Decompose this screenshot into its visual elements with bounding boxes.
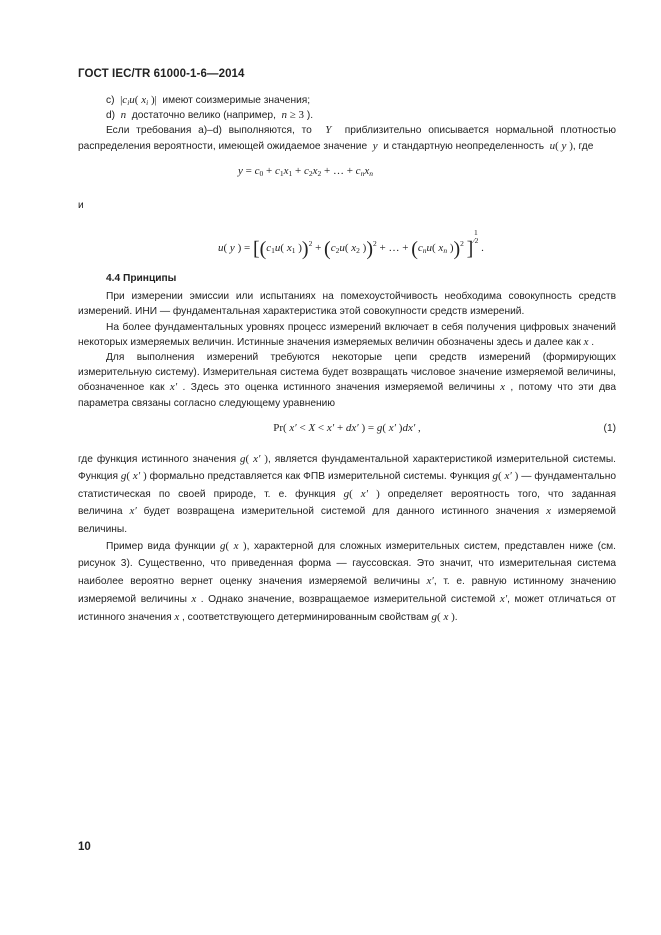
paragraph-fundamental-levels: На более фундаментальных уровнях процесс измерений включает в себя получения цифровых значений некоторых измеряемых величин. Истинные значения измеряемых величин обозначены здесь и далее как x . — [78, 321, 616, 348]
paragraph-measurement-system: Для выполнения измерений требуются некоторые цепи средств измерений (формирующих измерительную систему). Измерительная система будет возвращать числовое значение измеряемой величины, обозначенное как x′ . Здесь это оценка истинного значения измеряемой величины x , потому что эти два параметра связаны согласно следующему уравнению — [78, 352, 616, 409]
paragraph-measurement-set: При измерении эмиссии или испытаниях на помехоустойчивость необходима совокупность средств измерений. ИНИ — фундаментальная характеристика этой совокупности средств измерений. — [78, 291, 616, 318]
list-item-c: c) $|c_iu$( $x_i$ )| имеют соизмеримые значения; — [106, 94, 311, 107]
page-number: 10 — [78, 841, 91, 853]
conjunction-and: и — [78, 199, 84, 211]
paragraph-normal-distribution: Если требования a)–d) выполняются, то Y приблизительно описывается нормальной плотностью распределения вероятности, имеющей ожидаемое значение y и стандартную неопределенность u( y ), где — [78, 124, 616, 152]
paragraph-true-value-function: где функция истинного значения g( x′ ), является фундаментальной характеристикой измерительной системы. Функция g( x′ ) формально представляется как ФПВ измерительной системы. Функция g( x′ ) — фундаментально статистическая по своей природе, т. е. функция g( x′ ) определяет вероятность того, что заданная величина x′ будет возвращена измерительной системой для данного истинного значения x измеряемой величины. — [78, 452, 617, 535]
equation-u-y: u( y ) = [($c_1u$( $x_1$ ))$^2 + (c_2u$( $x_2$ ))$^2$ + … + ($c_nu$( $x_n$ ))$^2$ ]1 ⁄2 . — [218, 228, 484, 261]
paragraph-gaussian-example: Пример вида функции g( x ), характерной для сложных измерительных систем, представлен ниже (см. рисунок 3). Существенно, что приведенная форма — гауссовская. Это значит, что измерительная система наиболее вероятно вернет оценку значения измеряемой величины x′, т. е. равную истинному значению измеряемой величины x . Однако значение, возвращаемое измерительной системой x′, может отличаться от истинного значения x , соответствующего детерминированным свойствам g( x ). — [78, 540, 616, 623]
formula-abs-ci-u-xi: $|c_iu$( $x_i$ )| — [117, 94, 160, 107]
page-content — [78, 93, 616, 626]
list-item-d: d) n достаточно велико (например, n ≥ 3 ). — [106, 109, 314, 122]
equation-y-sum: $y = c_0 + c_1x_1 + c_2x_2$ + … + $c_nx_n$ — [238, 164, 373, 178]
section-title: 4.4 Принципы — [106, 273, 177, 285]
equation-number: (1) — [603, 422, 616, 434]
equation-1: Pr( x′ < X < x′ + dx′ ) = g( x′ )dx′ , (1) — [78, 411, 616, 451]
document-header: ГОСТ IEC/TR 61000-1-6—2014 — [78, 68, 245, 80]
